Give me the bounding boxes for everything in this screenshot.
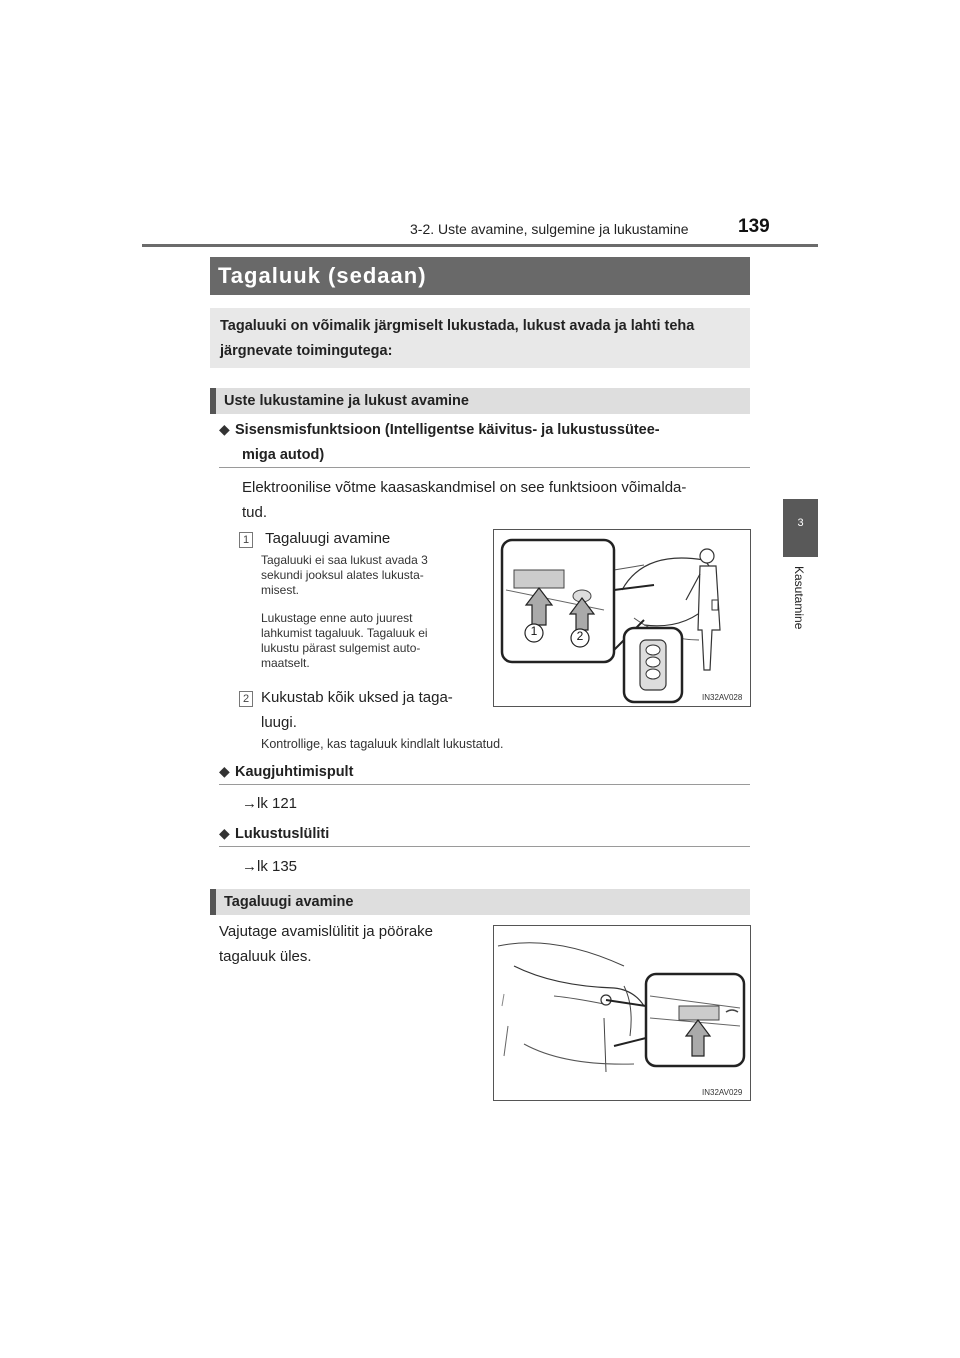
figure-code: IN32AV029 — [702, 1088, 743, 1097]
lock-switch-page-ref[interactable]: →lk 135 — [242, 858, 298, 875]
check-note: Kontrollige, kas tagaluuk kindlalt lukustatud. — [261, 737, 504, 751]
note-line: Lukustage enne auto juurest — [261, 611, 413, 625]
diamond-bullet-icon: ◆ — [219, 421, 230, 437]
note-line: sekundi jooksul alates lukusta- — [261, 568, 424, 582]
trunk-switch-illustration — [494, 926, 750, 1100]
smart-heading-line1: Sisensmisfunktsioon (Intelligentse käivitus- ja lukustussütee- — [235, 422, 660, 438]
chapter-label: Kasutamine — [792, 566, 806, 630]
opening-line2: tagaluuk üles. — [219, 948, 312, 965]
smart-heading-line2: miga autod) — [242, 447, 325, 463]
page-number: 139 — [738, 216, 770, 237]
figure-callout-2: 2 — [576, 629, 584, 643]
smart-desc-line2: tud. — [242, 504, 268, 521]
page-title: Tagaluuk (sedaan) — [210, 257, 750, 295]
section-heading-opening: Tagaluugi avamine — [210, 889, 750, 915]
remote-page-ref[interactable]: →lk 121 — [242, 795, 298, 812]
note-line: lahkumist tagaluuk. Tagaluuk ei — [261, 626, 428, 640]
header-section-title: 3-2. Uste avamine, sulgemine ja lukustamine — [410, 221, 689, 237]
item-number-box: 2 — [239, 691, 253, 707]
opening-line1: Vajutage avamislülitit ja pöörake — [219, 923, 434, 940]
note-line: maatselt. — [261, 656, 310, 670]
opening-instructions — [219, 919, 481, 969]
note-line: lukustu pärast sulgemist auto- — [261, 641, 421, 655]
header-rule — [142, 244, 818, 247]
subheading-lock-switch — [219, 821, 750, 847]
item1-label: Tagaluugi avamine — [265, 530, 391, 547]
car-trunk-illustration — [494, 530, 750, 706]
item1-note2 — [261, 611, 483, 671]
note-line: Tagaluuki ei saa lukust avada 3 — [261, 553, 428, 567]
smart-desc-line1: Elektroonilise võtme kaasaskandmisel on see funktsioon võimalda- — [242, 479, 687, 496]
item-number-box: 1 — [239, 532, 253, 548]
figure-callout-1: 1 — [530, 624, 538, 638]
subheading-remote — [219, 759, 750, 785]
item1-note1 — [261, 553, 483, 598]
figure-code: IN32AV028 — [702, 693, 743, 702]
figure-smart-entry — [493, 529, 751, 707]
note-line: misest. — [261, 583, 300, 597]
figure-trunk-opening — [493, 925, 751, 1101]
diamond-bullet-icon: ◆ — [219, 763, 230, 779]
list-item — [239, 685, 479, 735]
intro-box: Tagaluuki on võimalik järgmiselt lukustada, lukust avada ja lahti teha järgnevate toimingutega: — [210, 308, 750, 368]
item2-line2: luugi. — [261, 714, 297, 731]
subheading-smart-entry — [219, 417, 750, 468]
diamond-bullet-icon: ◆ — [219, 825, 230, 841]
smart-description — [242, 475, 750, 525]
lock-switch-heading: Lukustuslüliti — [235, 826, 330, 842]
chapter-tab: 3 — [783, 499, 818, 557]
remote-heading: Kaugjuhtimispult — [235, 764, 354, 780]
item2-line1: Kukustab kõik uksed ja taga- — [261, 689, 453, 706]
section-heading-locking: Uste lukustamine ja lukust avamine — [210, 388, 750, 414]
list-item — [239, 526, 479, 551]
